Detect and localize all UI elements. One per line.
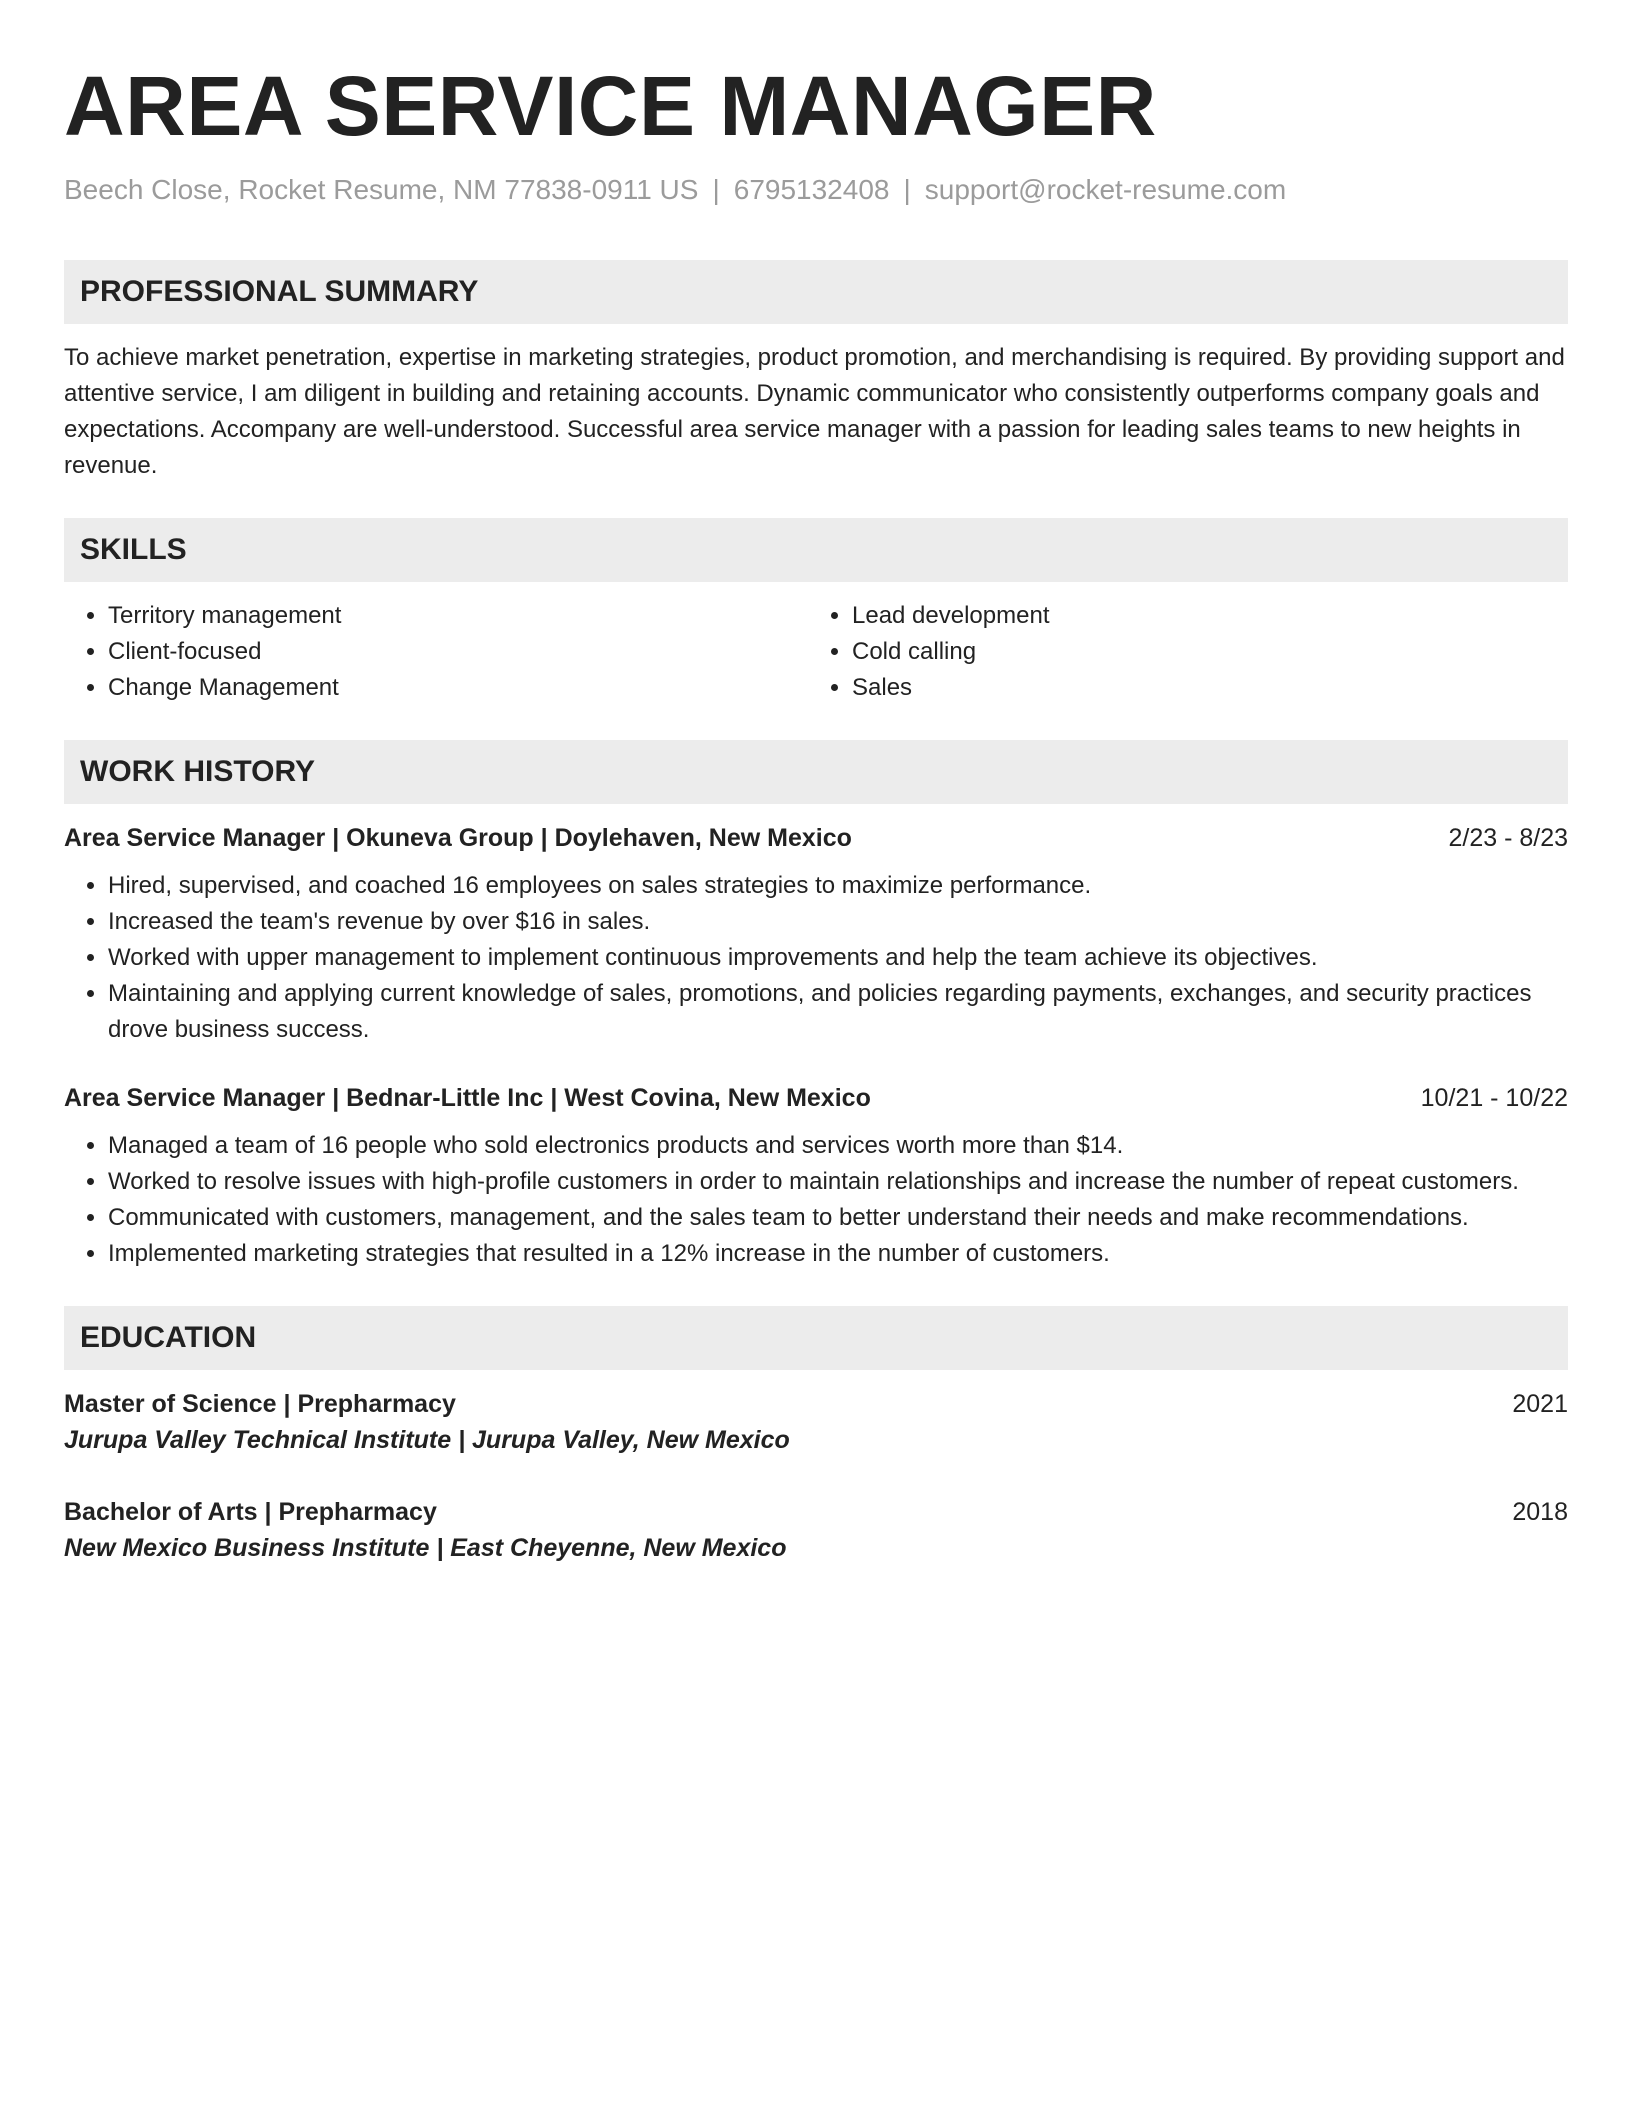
contact-line bbox=[64, 172, 1568, 208]
job-title: Area Service Manager | Okuneva Group | Doylehaven, New Mexico bbox=[64, 824, 852, 852]
education-degree: Master of Science | Prepharmacy bbox=[64, 1390, 456, 1418]
skill-item: • Territory management bbox=[108, 598, 808, 634]
skills-list bbox=[64, 598, 1568, 706]
skill-item: • Cold calling bbox=[852, 634, 1552, 670]
job-bullet: • Maintaining and applying current knowledge of sales, promotions, and policies regarding payments, exchanges, and security practices drove business success. bbox=[108, 976, 1568, 1048]
summary-text: To achieve market penetration, expertise in marketing strategies, product promotion, and merchandising is required. By providing support and attentive service, I am diligent in building and retaining accounts. Dynamic communicator who consistently outperforms company goals and expectations. Accompany are well-understood. Successful area service manager with a passion for leading sales teams to new heights in revenue. bbox=[64, 344, 1565, 479]
email-text: support@rocket-resume.com bbox=[924, 174, 1287, 205]
job-bullet: • Communicated with customers, management, and the sales team to better understand their needs and make recommendations. bbox=[108, 1200, 1568, 1236]
job-dates: 10/21 - 10/22 bbox=[1420, 1084, 1568, 1112]
job-bullet: • Hired, supervised, and coached 16 employees on sales strategies to maximize performance. bbox=[108, 868, 1568, 904]
job-bullet: • Increased the team's revenue by over $16 in sales. bbox=[108, 904, 1568, 940]
phone-text: 6795132408 bbox=[733, 174, 890, 205]
contact-separator: | bbox=[712, 174, 720, 205]
job-title: Area Service Manager | Bednar-Little Inc | West Covina, New Mexico bbox=[64, 1084, 871, 1112]
skill-item: • Lead development bbox=[852, 598, 1552, 634]
job-bullet: • Worked with upper management to implement continuous improvements and help the team achieve its objectives. bbox=[108, 940, 1568, 976]
skill-item: • Sales bbox=[852, 670, 1552, 706]
job-heading-row bbox=[64, 820, 1568, 856]
address-text: Beech Close, Rocket Resume, NM 77838-0911 US bbox=[64, 174, 699, 205]
education-section-header: EDUCATION bbox=[64, 1306, 1568, 1370]
job-heading-row bbox=[64, 1080, 1568, 1116]
job-bullets bbox=[64, 868, 1568, 1048]
education-entry bbox=[64, 1494, 1568, 1566]
resume-name: AREA SERVICE MANAGER bbox=[64, 59, 1157, 153]
education-entry bbox=[64, 1386, 1568, 1458]
job-bullets bbox=[64, 1128, 1568, 1272]
education-degree: Bachelor of Arts | Prepharmacy bbox=[64, 1498, 437, 1526]
skills-column-left bbox=[64, 598, 808, 706]
job-entry bbox=[64, 820, 1568, 1048]
job-dates: 2/23 - 8/23 bbox=[1448, 824, 1568, 852]
education-heading-row bbox=[64, 1386, 1568, 1422]
work-section-header: WORK HISTORY bbox=[64, 740, 1568, 804]
job-bullet: • Implemented marketing strategies that resulted in a 12% increase in the number of customers. bbox=[108, 1236, 1568, 1272]
education-heading-row bbox=[64, 1494, 1568, 1530]
job-bullet: • Managed a team of 16 people who sold electronics products and services worth more than $14. bbox=[108, 1128, 1568, 1164]
education-year: 2021 bbox=[1512, 1390, 1568, 1418]
resume-page bbox=[64, 56, 1568, 1566]
contact-separator: | bbox=[903, 174, 911, 205]
education-school: Jurupa Valley Technical Institute | Jurupa Valley, New Mexico bbox=[64, 1426, 790, 1454]
job-entry bbox=[64, 1080, 1568, 1272]
summary-section-header: PROFESSIONAL SUMMARY bbox=[64, 260, 1568, 324]
skills-section-header: SKILLS bbox=[64, 518, 1568, 582]
skill-item: • Client-focused bbox=[108, 634, 808, 670]
education-school: New Mexico Business Institute | East Cheyenne, New Mexico bbox=[64, 1534, 787, 1562]
job-bullet: • Worked to resolve issues with high-profile customers in order to maintain relationships and increase the number of repeat customers. bbox=[108, 1164, 1568, 1200]
skill-item: • Change Management bbox=[108, 670, 808, 706]
skills-column-right bbox=[808, 598, 1552, 706]
education-year: 2018 bbox=[1512, 1498, 1568, 1526]
